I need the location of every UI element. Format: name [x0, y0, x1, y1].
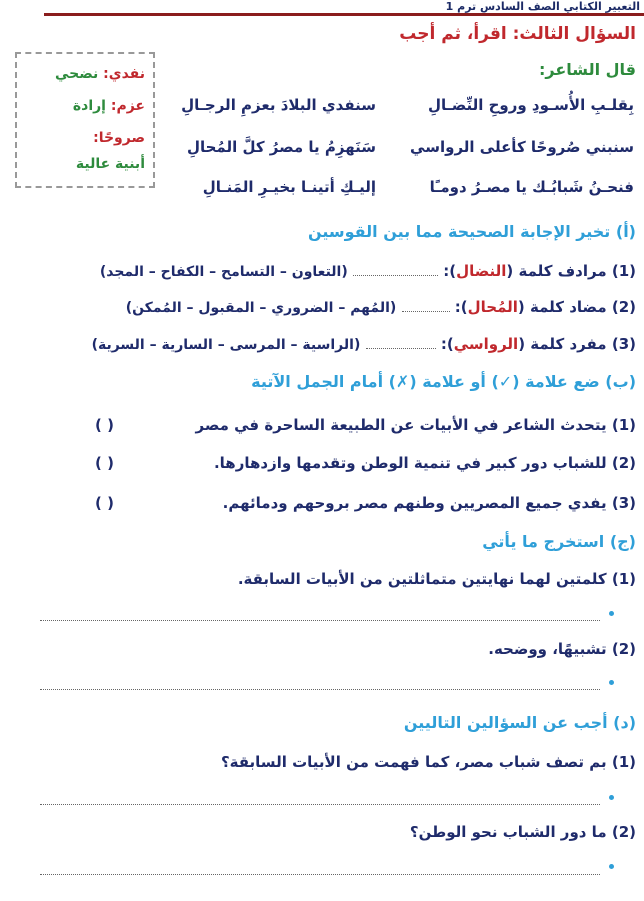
poem-line-2-right: سنبني صُروحًا كأعلى الرواسي	[410, 138, 634, 156]
vocab-box	[15, 52, 155, 188]
item-number: (3)	[611, 335, 636, 353]
item-number: (1)	[611, 416, 636, 434]
poem-line-3-right: فنحـنُ شَبابُـك يا مصـرُ دومـًا	[429, 178, 634, 196]
item-suffix: ):	[440, 335, 454, 353]
item-text: للشباب دور كبير في تنمية الوطن وتقدمها وازدهارها.	[213, 454, 607, 472]
answer-bracket[interactable]: ( )	[95, 454, 114, 472]
item-number: (1)	[611, 262, 636, 280]
answer-line[interactable]	[40, 804, 600, 805]
section-c-item-2	[488, 640, 636, 658]
section-b-item-3	[223, 494, 636, 512]
item-keyword: النضال	[456, 262, 507, 280]
bullet-icon	[609, 864, 614, 869]
item-suffix: ):	[454, 298, 468, 316]
vocab-meaning: إرادة	[72, 98, 106, 114]
vocab-item-1	[55, 66, 145, 82]
section-c-title: (ج) استخرج ما يأتي	[482, 532, 636, 551]
vocab-item-2	[73, 98, 145, 114]
section-a-item-2	[6, 298, 636, 316]
header-divider	[44, 13, 644, 16]
item-number: (2)	[611, 640, 636, 658]
section-d-item-1	[221, 753, 636, 771]
question-title: السؤال الثالث: اقرأ، ثم أجب	[399, 24, 636, 44]
vocab-meaning: نضحي	[54, 66, 99, 82]
section-b-item-1	[196, 416, 637, 434]
item-prefix: مضاد كلمة (	[517, 298, 607, 316]
item-prefix: مفرد كلمة (	[518, 335, 607, 353]
section-b-title: (ب) ضع علامة (✓) أو علامة (✗) أمام الجمل الآتية	[251, 372, 636, 391]
answer-dots[interactable]	[353, 263, 438, 276]
page-header: التعبير الكتابي الصف السادس ترم 1	[445, 0, 640, 13]
poem-line-1-right: بِقلـبِ الأُسـودِ وروحِ النِّضـالِ	[427, 96, 634, 114]
poem-line-1-left: سنفدي البلادَ بعزمِ الرجـالِ	[181, 96, 376, 114]
item-text: ما دور الشباب نحو الوطن؟	[409, 823, 607, 841]
answer-line[interactable]	[40, 620, 600, 621]
item-number: (2)	[611, 298, 636, 316]
item-text: بم تصف شباب مصر، كما فهمت من الأبيات السابقة؟	[220, 753, 607, 771]
vocab-word: عزم:	[110, 98, 145, 114]
bullet-icon	[609, 680, 614, 685]
item-choices: (المُهم – الضروري – المقبول – المُمكن)	[125, 300, 397, 316]
item-number: (3)	[611, 494, 636, 512]
poet-label: قال الشاعر:	[539, 60, 636, 79]
item-number: (2)	[611, 823, 636, 841]
section-c-item-1	[238, 570, 636, 588]
item-text: تشبيهًا، ووضحه.	[488, 640, 607, 658]
poem-line-3-left: إليـكِ أتينـا بخيـرِ المَنـالِ	[202, 178, 376, 196]
vocab-word: صروحًا:	[93, 130, 145, 146]
vocab-word: نفدي:	[103, 66, 145, 82]
poem-line-2-left: سَنَهزِمُ يا مصرُ كلَّ المُحالِ	[186, 138, 376, 156]
item-text: يتحدث الشاعر في الأبيات عن الطبيعة الساحرة في مصر	[195, 416, 607, 434]
item-keyword: الرواسي	[453, 335, 519, 353]
section-a-item-1	[6, 262, 636, 280]
answer-line[interactable]	[40, 689, 600, 690]
section-a-title: (أ) تخير الإجابة الصحيحة مما بين القوسين	[307, 222, 636, 241]
vocab-meaning: أبنية عالية	[75, 156, 145, 172]
bullet-icon	[609, 611, 614, 616]
item-suffix: ):	[443, 262, 457, 280]
vocab-item-3	[93, 130, 145, 146]
item-number: (1)	[611, 753, 636, 771]
answer-bracket[interactable]: ( )	[95, 494, 114, 512]
answer-dots[interactable]	[366, 336, 436, 349]
item-text: يفدي جميع المصريين وطنهم مصر بروحهم ودمائهم.	[222, 494, 607, 512]
bullet-icon	[609, 795, 614, 800]
item-number: (2)	[611, 454, 636, 472]
item-keyword: المُحال	[467, 298, 518, 316]
item-choices: (التعاون – التسامح – الكفاح – المجد)	[99, 264, 348, 280]
item-text: كلمتين لهما نهايتين متماثلتين من الأبيات السابقة.	[237, 570, 607, 588]
answer-bracket[interactable]: ( )	[95, 416, 114, 434]
section-d-item-2	[410, 823, 636, 841]
answer-dots[interactable]	[402, 299, 450, 312]
section-a-item-3	[6, 335, 636, 353]
item-prefix: مرادف كلمة (	[506, 262, 607, 280]
item-number: (1)	[611, 570, 636, 588]
section-d-title: (د) أجب عن السؤالين التاليين	[403, 713, 636, 732]
answer-line[interactable]	[40, 874, 600, 875]
item-choices: (الراسية – المرسى – السارية – السرية)	[91, 337, 361, 353]
vocab-item-3-meaning	[76, 156, 145, 172]
section-b-item-2	[214, 454, 636, 472]
